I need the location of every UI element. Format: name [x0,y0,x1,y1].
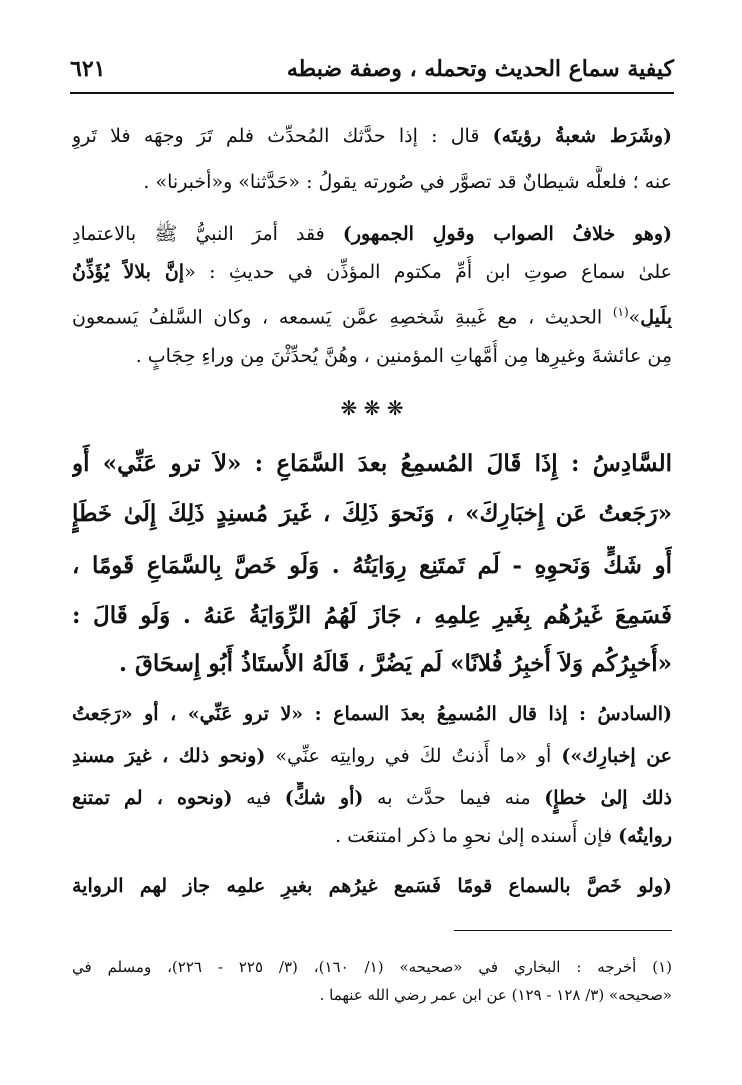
page-header [70,52,674,94]
section-separator: ❋ ❋ ❋ [340,396,404,420]
para1-line1 [72,120,672,152]
para3-line1 [72,698,672,730]
bold-phrase: (ونحوه ، لم تمتنع [72,787,233,809]
bold-phrase: إنَّ بلالاً يُؤَذِّنُ [72,261,185,283]
matn-line3: أَو شَكٍّ وَنَحوِهِ - لَم تَمتَنِع رِوَايَتُهُ . وَلَو خَصَّ بِالسَّمَاعِ قَومًا ، [72,552,672,579]
text-run: الحديث ، مع غَيبةِ شَخصِهِ عمَّن يَسمعه ، وكان السَّلفُ يَسمعون [72,306,613,328]
bold-phrase: بِلَيلٍ [640,306,672,328]
text-run: » [628,306,641,328]
bold-phrase: (وهو خلافُ الصواب وقولِ الجمهور) [342,223,672,245]
matn-line1: السَّادِسُ : إِذَا قَالَ المُسمِعُ بعدَ السَّمَاعِ : «لاَ ترو عَنِّي» أَو [72,450,672,477]
bold-phrase: روايتُه) [618,825,672,847]
para3-line4 [72,820,672,852]
para4-line1: (ولو خَصَّ بالسماع قومًا فَسَمع غيرُهم بغيرِ علمِه جاز لهم الرواية [72,875,672,897]
bold-phrase: (أو شكٍّ) [284,787,364,809]
matn-line2: «رَجَعتُ عَن إِخبَارِكَ» ، وَنَحوَ ذَلِكَ ، غَيرَ مُسنِدٍ ذَلِكَ إِلَىٰ خَطَإٍ [72,500,672,527]
matn-line4: فَسَمِعَ غَيرُهُم بِغَيرِ عِلمِهِ ، جَازَ لَهُمُ الرِّوَايَةُ عَنهُ . وَلَو قَالَ : [72,602,672,629]
bold-phrase: ذلك إلىٰ خطإٍ) [544,787,672,809]
text-run: فقد أمرَ النبيُّ ﷺ بالاعتمادِ [72,223,343,245]
bold-phrase: (ونحو ذلك ، غيرَ مسندِ [72,745,266,767]
bold-phrase: (وشَرَط شعبةُ رؤيتَه) [492,125,672,147]
matn-line5: «أُخبِرُكُم وَلاَ أُخبِرُ فُلانًا» لَم يَضُرَّ ، قَالَهُ الأُستَاذُ أَبُو إِسحَاقَ . [118,650,672,677]
footnote-line2: «صحيحه» (٣/ ١٢٨ - ١٢٩) عن ابن عمر رضي الله عنهما . [319,986,672,1004]
text-run: فيه [232,787,285,809]
para2-line3 [72,296,672,328]
page-number: ٦٢١ [70,56,106,82]
para2-line4: مِن عائشةَ وغيرِها مِن أُمَّهاتِ المؤمنين ، وهُنَّ يُحدِّثْنَ مِن وراءِ حِجَابٍ . [135,345,672,367]
footnote-line1: (١) أخرجه : البخاري في «صحيحه» (١/ ١٦٠)، (٣/ ٢٢٥ - ٢٢٦)، ومسلم في [72,958,672,976]
footnote-rule [454,930,672,931]
para3-line2 [72,740,672,772]
para2-line2 [72,256,672,288]
footnote-marker: (١) [612,305,629,319]
para3-line3 [72,782,672,814]
para1-line2: عنه ؛ فلعلَّه شيطانٌ قد تصوَّر في صُورته يقولُ : «حَدَّثنا» و«أخبرنا» . [143,171,672,193]
running-title: كيفية سماع الحديث وتحمله ، وصفة ضبطه [286,56,674,82]
text-run: قال : إذا حدَّثك المُحدِّث فلم تَرَ وجهَه فلا تَروِ [72,125,493,147]
bold-phrase: (السادسُ : إذا قال المُسمِعُ بعدَ السماع : «لا ترو عَنِّي» ، أو «رَجَعتُ [72,703,672,725]
para2-line1 [72,218,672,250]
bold-phrase: عن إخبارِك») [561,745,672,767]
text-run: منه فيما حدَّث به [363,787,545,809]
text-run: فإن أَسنده إلىٰ نحوِ ما ذكر امتنعَت . [335,825,619,847]
text-run: علىٰ سماع صوتِ ابن أُمِّ مكتوم المؤذِّن في حديثِ : « [184,261,672,283]
text-run: أو «ما أَذنتُ لكَ في روايتِه عنِّي» [265,745,562,767]
